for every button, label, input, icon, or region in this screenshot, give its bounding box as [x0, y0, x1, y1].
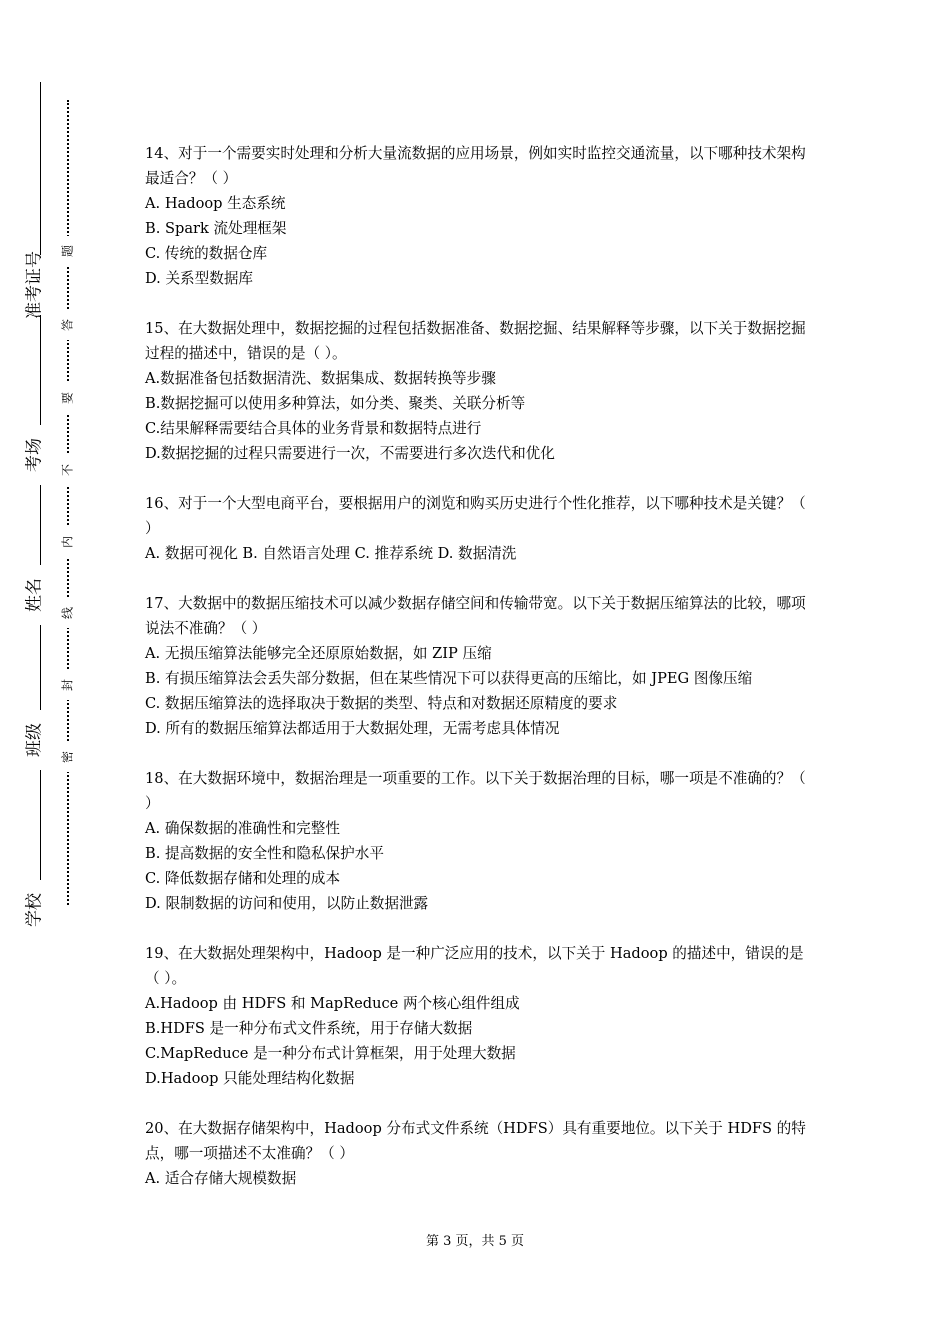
question-19: [145, 941, 815, 1091]
option-a: A. Hadoop 生态系统: [145, 195, 286, 212]
question-text: 19、在大数据处理架构中，Hadoop 是一种广泛应用的技术，以下关于 Hadoop 的描述中，错误的是（ ）。: [145, 945, 804, 987]
option-c: C.结果解释需要结合具体的业务背景和数据特点进行: [145, 420, 482, 437]
option-d: D. 所有的数据压缩算法都适用于大数据处理，无需考虑具体情况: [145, 720, 560, 737]
page-footer: 第 3 页，共 5 页: [425, 1234, 525, 1249]
question-16: [145, 491, 815, 566]
name-label: 姓名: [20, 565, 44, 625]
exam-id-label: 准考证号: [20, 255, 44, 315]
question-text: 14、对于一个需要实时处理和分析大量流数据的应用场景，例如实时监控交通流量，以下哪种技术架构最适合？（ ）: [145, 145, 806, 187]
option-c: C. 传统的数据仓库: [145, 245, 268, 262]
question-14: [145, 141, 815, 291]
seal-char: 封: [55, 670, 79, 700]
seal-char: 不: [55, 455, 79, 485]
question-text: 16、对于一个大型电商平台，要根据用户的浏览和购买历史进行个性化推荐，以下哪种技术是关键？（ ）: [145, 495, 806, 537]
question-text: 17、大数据中的数据压缩技术可以减少数据存储空间和传输带宽。以下关于数据压缩算法的比较，哪项说法不准确？（ ）: [145, 595, 806, 637]
option-d: D.数据挖掘的过程只需要进行一次，不需要进行多次迭代和优化: [145, 445, 555, 462]
seal-char: 密: [55, 742, 79, 772]
option-a: A.Hadoop 由 HDFS 和 MapReduce 两个核心组件组成: [145, 995, 520, 1012]
seal-char: 答: [55, 310, 79, 340]
seal-char: 线: [55, 598, 79, 628]
option-b: B.数据挖掘可以使用多种算法，如分类、聚类、关联分析等: [145, 395, 526, 412]
option-b: B. 有损压缩算法会丢失部分数据，但在某些情况下可以获得更高的压缩比，如 JPEG 图像压缩: [145, 670, 753, 687]
exam-room-label: 考场: [20, 425, 44, 485]
options-inline: A. 数据可视化 B. 自然语言处理 C. 推荐系统 D. 数据清洗: [145, 545, 517, 562]
option-d: D. 关系型数据库: [145, 270, 254, 287]
option-a: A.数据准备包括数据清洗、数据集成、数据转换等步骤: [145, 370, 496, 387]
option-a: A. 适合存储大规模数据: [145, 1170, 297, 1187]
question-list: [145, 141, 815, 1216]
school-label: 学校: [20, 880, 44, 940]
option-c: C. 数据压缩算法的选择取决于数据的类型、特点和对数据还原精度的要求: [145, 695, 618, 712]
class-label: 班级: [20, 710, 44, 770]
option-b: B.HDFS 是一种分布式文件系统，用于存储大数据: [145, 1020, 473, 1037]
option-a: A. 确保数据的准确性和完整性: [145, 820, 340, 837]
question-17: [145, 591, 815, 741]
seal-dotted-line: [67, 100, 69, 905]
question-text: 15、在大数据处理中，数据挖掘的过程包括数据准备、数据挖掘、结果解释等步骤，以下关于数据挖掘过程的描述中，错误的是（ ）。: [145, 320, 806, 362]
option-d: D. 限制数据的访问和使用，以防止数据泄露: [145, 895, 429, 912]
option-b: B. Spark 流处理框架: [145, 220, 287, 237]
option-a: A. 无损压缩算法能够完全还原原始数据，如 ZIP 压缩: [145, 645, 492, 662]
seal-char: 内: [55, 527, 79, 557]
seal-char: 要: [55, 383, 79, 413]
seal-char: 题: [55, 236, 79, 266]
option-c: C.MapReduce 是一种分布式计算框架，用于处理大数据: [145, 1045, 516, 1062]
option-b: B. 提高数据的安全性和隐私保护水平: [145, 845, 384, 862]
binding-margin: [0, 0, 120, 1344]
question-20: [145, 1116, 815, 1191]
question-text: 20、在大数据存储架构中，Hadoop 分布式文件系统（HDFS）具有重要地位。以下关于 HDFS 的特点，哪一项描述不太准确？（ ）: [145, 1120, 806, 1162]
question-15: [145, 316, 815, 466]
binding-solid-line: [40, 82, 41, 912]
option-c: C. 降低数据存储和处理的成本: [145, 870, 341, 887]
question-18: [145, 766, 815, 916]
question-text: 18、在大数据环境中，数据治理是一项重要的工作。以下关于数据治理的目标，哪一项是不准确的？（ ）: [145, 770, 806, 812]
option-d: D.Hadoop 只能处理结构化数据: [145, 1070, 355, 1087]
